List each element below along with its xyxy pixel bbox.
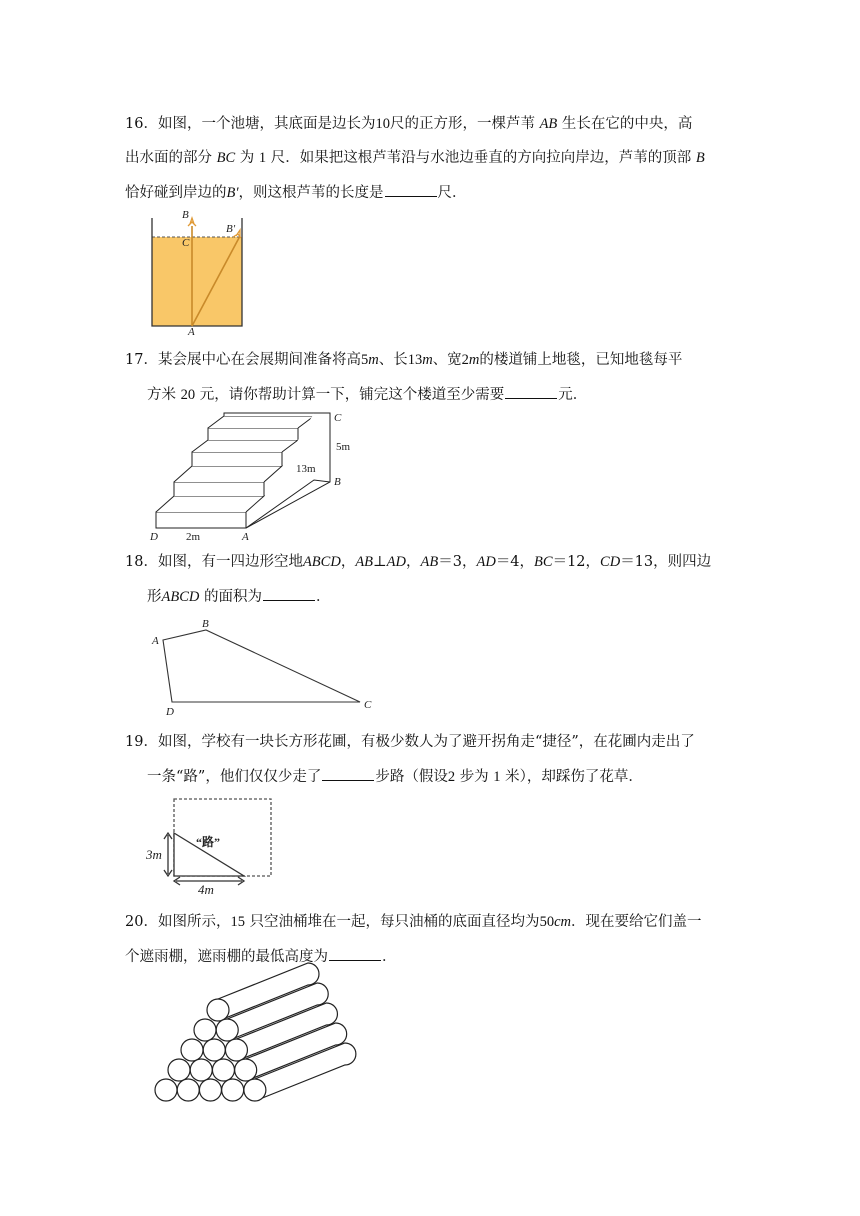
q18-line-2: 形ABCD 的面积为 ．	[147, 586, 330, 607]
q19-garden-figure	[144, 796, 284, 896]
barrel-end	[177, 1079, 199, 1101]
quadrilateral-abcd	[163, 630, 360, 702]
step-5-top	[224, 413, 314, 416]
step-2-top	[174, 466, 282, 482]
step-1-top	[156, 496, 264, 512]
label-d: D	[166, 706, 174, 718]
q20-number: 20．	[125, 914, 158, 930]
label-a: A	[242, 531, 249, 543]
q18-line-1: 18．如图，有一四边形空地ABCD，AB⊥AD，AB＝3，AD＝4，BC＝12，CD＝13，则四边	[125, 554, 712, 570]
barrel-end	[244, 1079, 266, 1101]
label-b: B	[182, 209, 189, 221]
q19-answer-blank	[322, 766, 374, 781]
barrel-end	[155, 1079, 177, 1101]
label-b: B	[202, 618, 209, 630]
q19-number: 19．	[125, 734, 158, 750]
q20-answer-blank	[329, 946, 381, 961]
height-arrow	[164, 833, 172, 876]
barrel-end	[212, 1059, 234, 1081]
q16-line-2: 出水面的部分 BC 为 1 尺．如果把这根芦苇沿与水池边垂直的方向拉向岸边，芦苇的顶部 B	[125, 150, 705, 166]
barrel-end	[190, 1059, 212, 1081]
q16-number: 16．	[125, 116, 158, 132]
oil-barrel	[222, 1079, 244, 1101]
reed-tip-b	[188, 218, 196, 226]
q19-line-1: 19．如图，学校有一块长方形花圃，有极少数人为了避开拐角走“捷径”，在花圃内走出了	[125, 734, 695, 750]
q18-quadrilateral-figure	[148, 618, 378, 718]
oil-barrel	[177, 1079, 199, 1101]
q20-barrels-figure	[148, 970, 348, 1110]
oil-barrel	[194, 1019, 216, 1041]
oil-barrel	[212, 1059, 234, 1081]
label-3m: 3m	[146, 847, 162, 862]
barrel-end	[199, 1079, 221, 1101]
label-5m: 5m	[336, 441, 351, 453]
step-1-front	[156, 512, 246, 528]
q16-answer-blank	[385, 182, 437, 197]
barrel-end	[203, 1039, 225, 1061]
road-label: “路”	[196, 835, 221, 849]
barrel-end	[168, 1059, 190, 1081]
q20-line-2: 个遮雨棚，遮雨棚的最低高度为 ．	[125, 946, 397, 967]
oil-barrel	[203, 1039, 225, 1061]
label-13m: 13m	[296, 463, 316, 475]
q17-stairs-figure	[148, 410, 358, 542]
q19-line-2: 一条“路”，他们仅仅少走了 步路（假设2 步为 1 米），却踩伤了花草．	[147, 766, 643, 787]
q16-line-1: 16．如图，一个池塘，其底面是边长为10尺的正方形，一棵芦苇 AB 生长在它的中央，高	[125, 116, 693, 132]
oil-barrel	[155, 1079, 177, 1101]
q17-line-1: 17．某会展中心在会展期间准备将高5m、长13m、宽2m的楼道铺上地毯，已知地毯每平	[125, 352, 683, 368]
q17-line-2: 方米 20 元，请你帮助计算一下，铺完这个楼道至少需要 元．	[147, 384, 587, 405]
oil-barrel	[199, 1079, 221, 1101]
step-3-top	[192, 440, 298, 452]
barrel-end	[194, 1019, 216, 1041]
q17-number: 17．	[125, 352, 158, 368]
q20-line-1: 20．如图所示，15 只空油桶堆在一起，每只油桶的底面直径均为50cm．现在要给它们盖一	[125, 914, 702, 930]
label-2m: 2m	[186, 531, 201, 543]
barrel-end	[222, 1079, 244, 1101]
label-c: C	[364, 699, 372, 711]
q16-pond-figure	[140, 209, 250, 338]
barrel-end	[207, 999, 229, 1021]
barrel-end	[216, 1019, 238, 1041]
step-2-front	[174, 482, 264, 496]
barrel-end	[181, 1039, 203, 1061]
step-3-front	[192, 452, 282, 466]
label-d: D	[150, 531, 158, 543]
pond-water	[152, 237, 242, 326]
label-c: C	[182, 237, 190, 249]
q16-line-3: 恰好碰到岸边的B′，则这根芦苇的长度是 尺．	[125, 182, 467, 203]
label-b-prime: B′	[226, 223, 236, 235]
q18-number: 18．	[125, 554, 158, 570]
step-4-top	[208, 416, 314, 428]
barrel-end	[235, 1059, 257, 1081]
barrel-end	[225, 1039, 247, 1061]
q18-answer-blank	[263, 586, 315, 601]
oil-barrel	[168, 1059, 190, 1081]
q17-answer-blank	[505, 384, 557, 399]
step-4-front	[208, 428, 298, 440]
label-a: A	[152, 635, 159, 647]
label-4m: 4m	[198, 882, 214, 897]
oil-barrel	[181, 1039, 203, 1061]
label-c: C	[334, 412, 342, 424]
label-b: B	[334, 476, 341, 488]
label-a: A	[188, 326, 195, 338]
oil-barrel	[190, 1059, 212, 1081]
